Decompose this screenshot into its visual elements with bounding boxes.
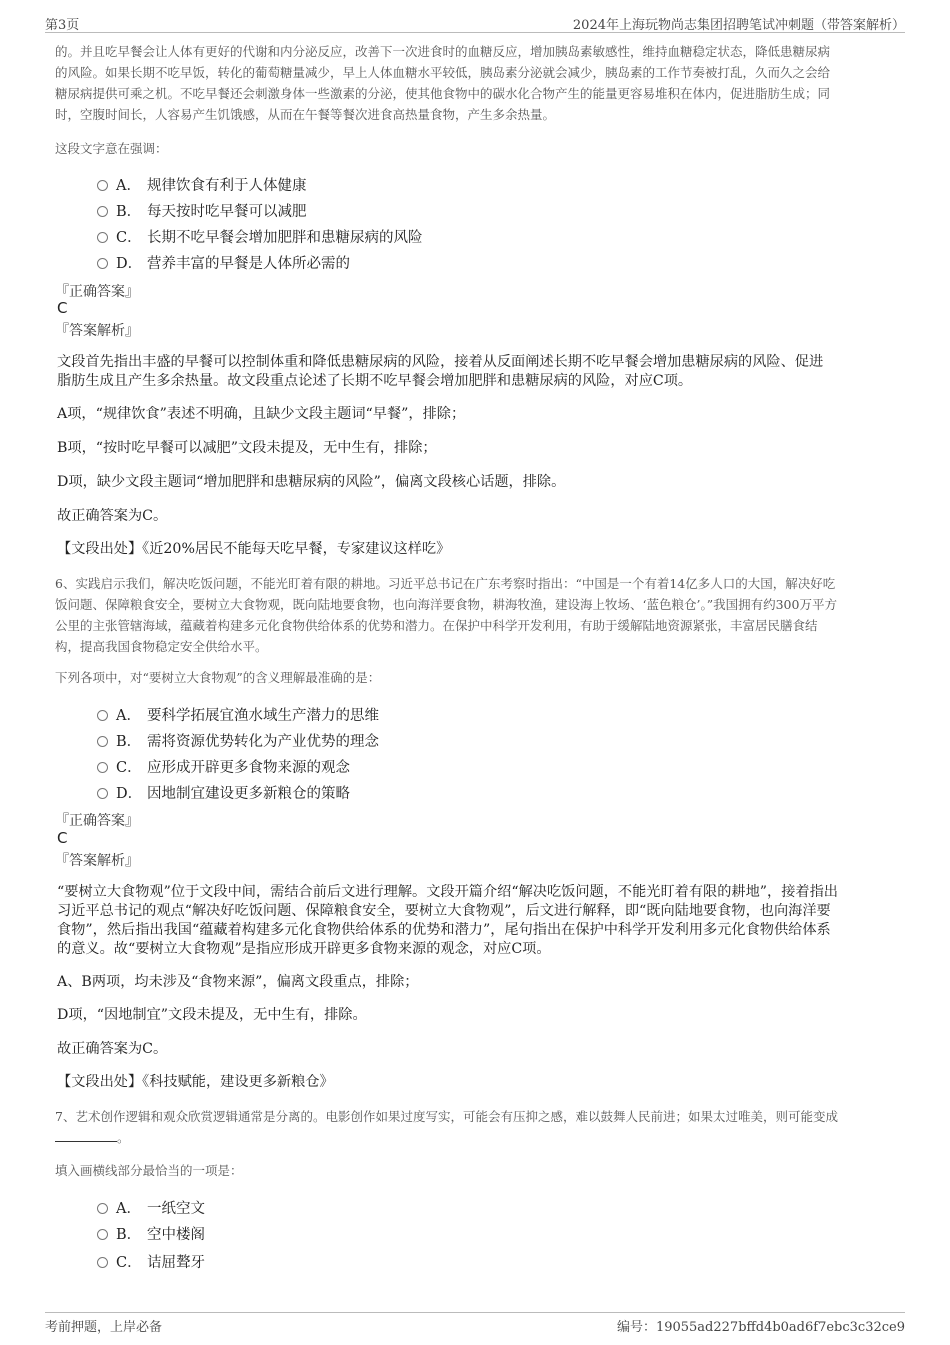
page-header — [45, 12, 905, 33]
q7-option-b[interactable]: B． 空中楼阁 — [97, 1223, 205, 1243]
page-number: 第3页 — [45, 18, 80, 33]
page-footer — [45, 1312, 905, 1335]
q5-answer-value: C — [57, 299, 68, 317]
q5-analysis — [57, 353, 895, 391]
radio-icon[interactable] — [97, 788, 108, 799]
radio-icon[interactable] — [97, 1203, 108, 1214]
q5-note-b: B项，“按时吃早餐可以减肥”文段未提及，无中生有，排除； — [57, 440, 437, 456]
q6-option-d[interactable]: D． 因地制宜建设更多新粮仓的策略 — [97, 782, 350, 802]
analysis-line: 习近平总书记的观点“解决好吃饭问题、保障粮食安全，要树立大食物观”，后文进行解释，即“既向陆地要食物，也向海洋要 — [57, 903, 831, 919]
passage-line: 饭问题、保障粮食安全，要树立大食物观，既向陆地要食物，也向海洋要食物，耕海牧渔，建设海上牧场、‘蓝色粮仓’。”我国拥有约300万平方 — [55, 597, 837, 612]
passage-line: 6、实践启示我们，解决吃饭问题，不能光盯着有限的耕地。习近平总书记在广东考察时指出：“中国是一个有着14亿多人口的大国，解决好吃 — [55, 576, 836, 591]
q7-option-a[interactable]: A． 一纸空文 — [97, 1197, 205, 1217]
q6-note-d: D项，“因地制宜”文段未提及，无中生有，排除。 — [57, 1007, 367, 1023]
q5-passage — [55, 41, 900, 125]
radio-icon[interactable] — [97, 206, 108, 217]
document-title: 2024年上海玩物尚志集团招聘笔试冲刺题（带答案解析） — [572, 18, 905, 33]
q5-option-c[interactable]: C． 长期不吃早餐会增加肥胖和患糖尿病的风险 — [97, 226, 423, 246]
q5-source: 【文段出处】《近20%居民不能每天吃早餐，专家建议这样吃》 — [57, 541, 451, 557]
q6-answer-label: 『正确答案』 — [55, 813, 139, 829]
passage-line: 7、艺术创作逻辑和观众欣赏逻辑通常是分离的。电影创作如果过度写实，可能会有压抑之感，难以鼓舞人民前进；如果太过唯美，则可能变成 — [55, 1109, 838, 1124]
q5-note-a: A项，“规律饮食”表述不明确，且缺少文段主题词“早餐”，排除； — [57, 406, 466, 422]
footer-slogan: 考前押题，上岸必备 — [45, 1320, 163, 1335]
analysis-line: 文段首先指出丰盛的早餐可以控制体重和降低患糖尿病的风险，接着从反面阐述长期不吃早餐会增加患糖尿病的风险、促进 — [57, 354, 824, 370]
q6-analysis — [57, 883, 895, 959]
q5-prompt: 这段文字意在强调： — [55, 141, 168, 156]
q6-passage — [55, 573, 900, 657]
q6-answer-value: C — [57, 829, 68, 847]
radio-icon[interactable] — [97, 736, 108, 747]
passage-line: 时，空腹时间长，人容易产生饥饿感，从而在午餐等餐次进食高热量食物，产生多余热量。 — [55, 107, 556, 122]
q5-answer-label: 『正确答案』 — [55, 284, 139, 300]
q5-analysis-label: 『答案解析』 — [55, 323, 139, 339]
q5-conclusion: 故正确答案为C。 — [57, 508, 168, 524]
radio-icon[interactable] — [97, 762, 108, 773]
q5-option-d[interactable]: D． 营养丰富的早餐是人体所必需的 — [97, 252, 350, 272]
q6-note-ab: A、B两项，均未涉及“食物来源”，偏离文段重点，排除； — [57, 974, 419, 990]
q7-option-c[interactable]: C． 诘屈聱牙 — [97, 1251, 205, 1271]
analysis-line: “要树立大食物观”位于文段中间，需结合前后文进行理解。文段开篇介绍“解决吃饭问题，不能光盯着有限的耕地”，接着指出 — [57, 884, 838, 900]
analysis-line: 食物”，然后指出我国“蕴藏着构建多元化食物供给体系的优势和潜力”，尾句指出在保护中科学开发利用多元化食物供给体系 — [57, 922, 831, 938]
radio-icon[interactable] — [97, 1257, 108, 1268]
q6-analysis-label: 『答案解析』 — [55, 853, 139, 869]
analysis-line: 脂肪生成且产生多余热量。故文段重点论述了长期不吃早餐会增加肥胖和患糖尿病的风险，对应C项。 — [57, 373, 693, 389]
passage-line: 。 — [55, 1127, 900, 1148]
q6-option-b[interactable]: B． 需将资源优势转化为产业优势的理念 — [97, 730, 379, 750]
radio-icon[interactable] — [97, 710, 108, 721]
q6-source: 【文段出处】《科技赋能，建设更多新粮仓》 — [57, 1074, 334, 1090]
passage-line: 的风险。如果长期不吃早饭，转化的葡萄糖量减少，早上人体血糖水平较低，胰岛素分泌就会减少，胰岛素的工作节奏被打乱，久而久之会给 — [55, 65, 831, 80]
analysis-line: 的意义。故“要树立大食物观”是指应形成开辟更多食物来源的观念，对应C项。 — [57, 941, 551, 957]
passage-line: 糖尿病提供可乘之机。不吃早餐还会刺激身体一些激素的分泌，使其他食物中的碳水化合物产生的能量更容易堆积在体内，促进脂肪生成；同 — [55, 86, 831, 101]
q5-option-b[interactable]: B． 每天按时吃早餐可以减肥 — [97, 200, 307, 220]
passage-line: 构，提高我国食物稳定安全供给水平。 — [55, 639, 268, 654]
q7-prompt: 填入画横线部分最恰当的一项是： — [55, 1163, 243, 1178]
q6-option-c[interactable]: C． 应形成开辟更多食物来源的观念 — [97, 756, 350, 776]
passage-line: 的。并且吃早餐会让人体有更好的代谢和内分泌反应，改善下一次进食时的血糖反应，增加胰岛素敏感性，维持血糖稳定状态，降低患糖尿病 — [55, 44, 831, 59]
q5-note-d: D项，缺少文段主题词“增加肥胖和患糖尿病的风险”，偏离文段核心话题，排除。 — [57, 474, 566, 490]
q6-option-a[interactable]: A． 要科学拓展宜渔水域生产潜力的思维 — [97, 704, 379, 724]
q7-passage — [55, 1106, 900, 1148]
document-id: 编号：19055ad227bffd4b0ad6f7ebc3c32ce9 — [616, 1320, 905, 1335]
radio-icon[interactable] — [97, 232, 108, 243]
radio-icon[interactable] — [97, 258, 108, 269]
fill-blank — [55, 1129, 117, 1142]
radio-icon[interactable] — [97, 1229, 108, 1240]
radio-icon[interactable] — [97, 180, 108, 191]
q6-prompt: 下列各项中，对“要树立大食物观”的含义理解最准确的是： — [55, 670, 381, 685]
q6-conclusion: 故正确答案为C。 — [57, 1041, 168, 1057]
passage-line: 公里的主张管辖海域，蕴藏着构建多元化食物供给体系的优势和潜力。在保护中科学开发利用，有助于缓解陆地资源紧张，丰富居民膳食结 — [55, 618, 818, 633]
q5-option-a[interactable]: A． 规律饮食有利于人体健康 — [97, 174, 307, 194]
